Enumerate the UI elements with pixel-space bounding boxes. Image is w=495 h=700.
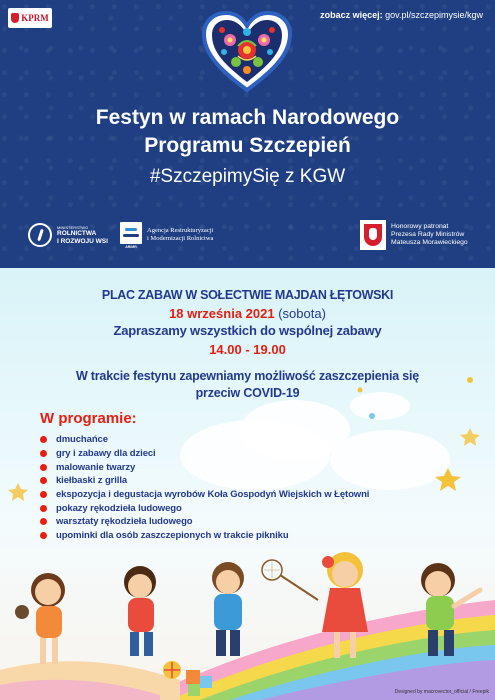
program-item [40, 433, 369, 447]
program-item-text: ekspozycja i degustacja wyrobów Koła Gospodyń Wiejskich w Łętowni [56, 489, 370, 501]
bullet-icon [40, 450, 47, 457]
arimr-line-2: i Modernizacji Rolnictwa [147, 235, 214, 242]
patronage-line-3: Mateusza Morawieckiego [391, 239, 468, 246]
program-item-text: warsztaty rękodzieła ludowego [56, 516, 193, 528]
campaign-hashtag: #SzczepimySię z KGW [149, 166, 346, 187]
program-item [40, 460, 369, 474]
arimr-mark-text: ARiMR [125, 244, 137, 249]
program-item-text: malowanie twarzy [56, 461, 136, 473]
arimr-mark-icon [120, 222, 142, 244]
patronage-logo [360, 220, 468, 250]
header-banner [0, 0, 495, 268]
bullet-icon [40, 505, 47, 512]
program-item-text: gry i zabawy dla dzieci [56, 448, 156, 460]
see-more-link[interactable] [320, 10, 483, 20]
vaccination-notice [0, 368, 495, 402]
arimr-logo [120, 220, 213, 250]
ministry-line-1: ROLNICTWA [57, 230, 97, 237]
event-invitation: Zapraszamy wszystkich do wspólnej zabawy [113, 323, 382, 338]
program-item [40, 501, 369, 515]
see-more-url[interactable]: gov.pl/szczepimysie/kgw [385, 10, 483, 20]
polish-eagle-icon [360, 220, 386, 250]
arimr-line-1: Agencja Restrukturyzacji [147, 227, 214, 234]
event-weekday: (sobota) [278, 306, 326, 321]
wheat-icon [28, 223, 52, 247]
kids-playground-illustration [0, 520, 495, 700]
program-item [40, 447, 369, 461]
program-item-text: kiełbaski z grilla [56, 475, 128, 487]
vaccination-notice-line-2: przeciw COVID-19 [195, 386, 300, 400]
kprm-logo [8, 8, 52, 28]
program-item [40, 488, 369, 502]
event-title-line-2: Programu Szczepień [144, 134, 351, 157]
program-item-text: pokazy rękodzieła ludowego [56, 502, 182, 514]
ministry-logo [28, 220, 108, 250]
event-place: PLAC ZABAW W SOŁECTWIE MAJDAN ŁĘTOWSKI [101, 288, 394, 302]
program-item [40, 474, 369, 488]
program-item-text: upominki dla osób zaszczepionych w trakcie pikniku [56, 530, 289, 542]
bullet-icon [40, 464, 47, 471]
vaccination-notice-line-1: W trakcie festynu zapewniamy możliwość zaszczepienia się [75, 369, 420, 383]
event-hours: 14.00 - 19.00 [209, 342, 286, 357]
patronage-line-2: Prezesa Rady Ministrów [391, 231, 465, 238]
folk-heart-icon [200, 10, 294, 94]
program-heading: W programie: [40, 410, 137, 427]
event-date: 18 września 2021 [169, 306, 275, 321]
kprm-logo-text: KPRM [21, 13, 49, 23]
event-title-line-1: Festyn w ramach Narodowego [95, 106, 400, 129]
bullet-icon [40, 491, 47, 498]
event-date-line [0, 306, 495, 321]
bullet-icon [40, 477, 47, 484]
see-more-label: zobacz więcej: [320, 10, 383, 20]
ministry-line-2: I ROZWOJU WSI [57, 237, 108, 245]
patronage-line-1: Honorowy patronat [391, 223, 449, 230]
program-item-text: dmuchańce [56, 434, 108, 446]
ministry-small-text: MINISTERSTWO [57, 225, 89, 230]
bullet-icon [40, 436, 47, 443]
eagle-icon [11, 13, 19, 23]
image-credit: Designed by macrovector_official / Freepik [394, 689, 489, 695]
